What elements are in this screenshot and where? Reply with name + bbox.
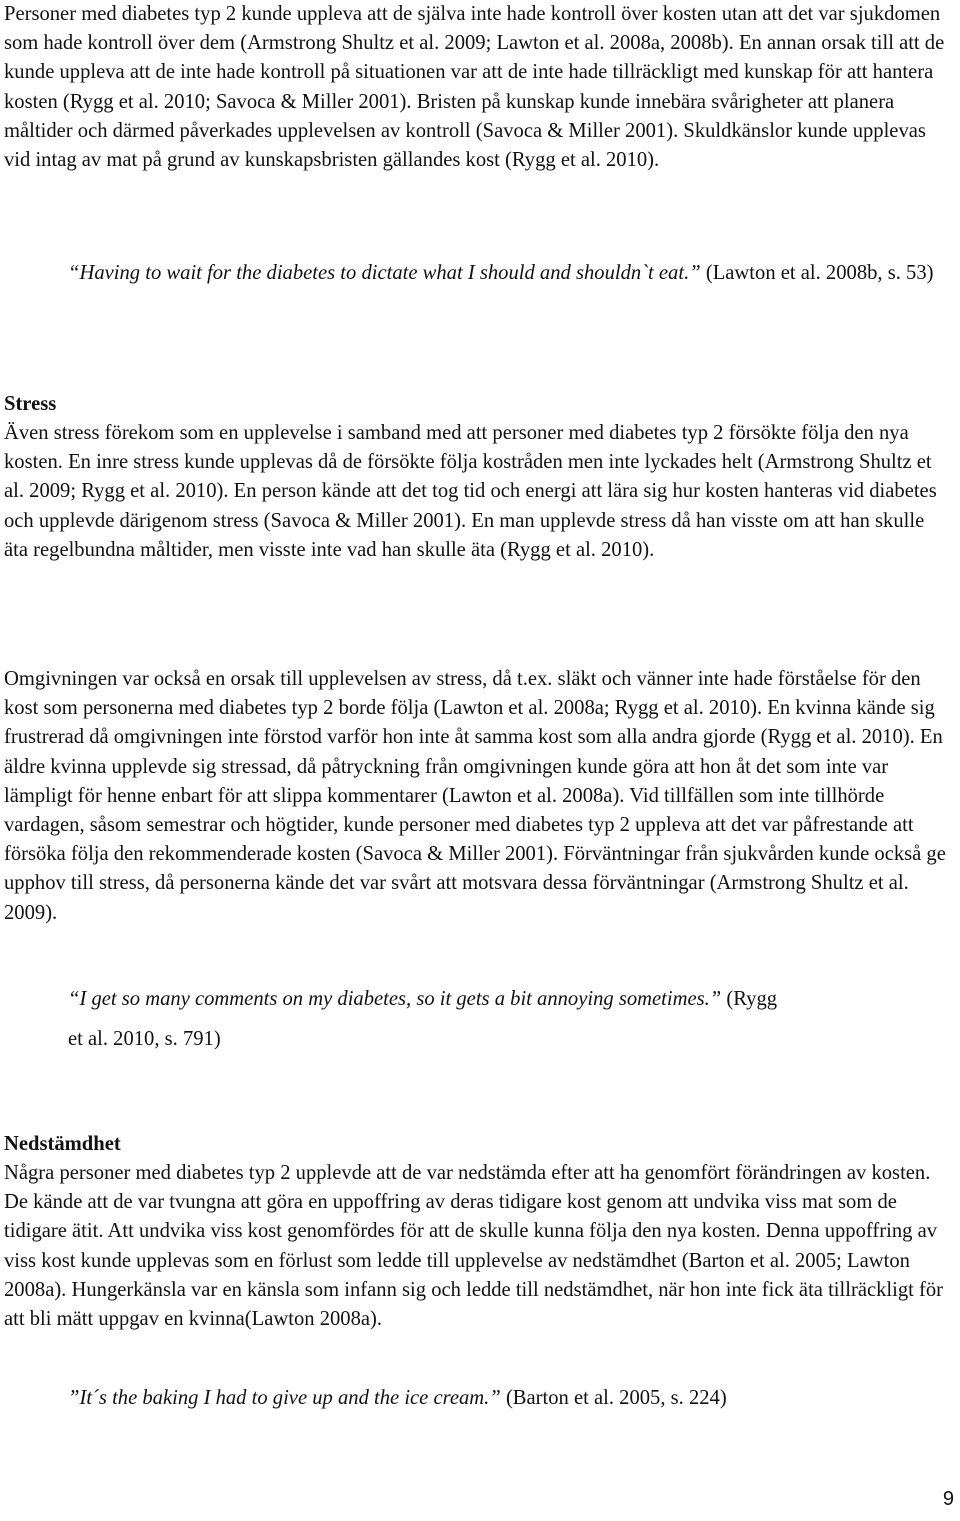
quote-barton: [4, 1384, 952, 1413]
paragraph-control: Personer med diabetes typ 2 kunde uppleva att de själva inte hade kontroll över kosten utan att det var sjukdomen som hade kontroll över dem (Armstrong Shultz et al. 2009; Lawton et al. 2008a, 2008b). En annan orsak till att de kunde uppleva att de inte hade kontroll på situationen var att de inte hade tillräckligt med kunskap för att hantera kosten (Rygg et al. 2010; Savoca & Miller 2001). Bristen på kunskap kunde innebära svårigheter att planera måltider och därmed påverkades upplevelsen av kontroll (Savoca & Miller 2001). Skuldkänslor kunde upplevas vid intag av mat på grund av kunskapsbristen gällandes kost (Rygg et al. 2010).: [4, 3, 945, 172]
quote-barton-ref: (Barton et al. 2005, s. 224): [500, 1387, 727, 1409]
quote-rygg-ref-continued: et al. 2010, s. 791): [68, 1028, 221, 1050]
quote-rygg-text: “I get so many comments on my diabetes, so it gets a bit annoying sometimes.”: [68, 988, 722, 1010]
heading-stress: Stress: [4, 393, 57, 415]
quote-rygg-ref: (Rygg: [721, 988, 778, 1010]
quote-lawton-text: “Having to wait for the diabetes to dictate what I should and shouldn`t eat.”: [68, 262, 701, 284]
quote-rygg: [4, 979, 952, 1059]
paragraph-stress-2: Omgivningen var också en orsak till upplevelsen av stress, då t.ex. släkt och vänner inte hade förståelse för den kost som personerna med diabetes typ 2 borde följa (Lawton et al. 2008a; Rygg et al. 2010). En kvinna kände sig frustrerad då omgivningen inte förstod varför hon inte åt samma kost som alla andra gjorde (Rygg et al. 2010). En äldre kvinna upplevde sig stressad, då påtryckning från omgivningen kunde göra att hon åt det som inte var lämpligt för henne enbart för att slippa kommentarer (Lawton et al. 2008a). Vid tillfällen som inte tillhörde vardagen, såsom semestrar och högtider, kunde personer med diabetes typ 2 uppleva att det var påfrestande att försöka följa den rekommenderade kosten (Savoca & Miller 2001). Förväntningar från sjukvården kunde också ge upphov till stress, då personerna kände det var svårt att motsvara dessa förväntningar (Armstrong Shultz et al. 2009).: [4, 668, 946, 924]
quote-lawton: [4, 259, 952, 288]
heading-nedstamdhet: Nedstämdhet: [4, 1133, 121, 1155]
quote-lawton-ref: (Lawton et al. 2008b, s. 53): [700, 262, 934, 284]
quote-barton-text: ”It´s the baking I had to give up and the ice cream.”: [68, 1387, 501, 1409]
page-number: 9: [942, 1488, 954, 1510]
paragraph-nedstamdhet: Några personer med diabetes typ 2 upplevde att de var nedstämda efter att ha genomfört förändringen av kosten. De kände att de var tvungna att göra en uppoffring av deras tidigare kost genom att undvika viss mat som de tidigare ätit. Att undvika viss kost genomfördes för att de skulle kunna följa den nya kosten. Denna uppoffring av viss kost kunde upplevas som en förlust som ledde till upplevelse av nedstämdhet (Barton et al. 2005; Lawton 2008a). Hungerkänsla var en känsla som infann sig och ledde till nedstämdhet, när hon inte fick äta tillräckligt för att bli mätt uppgav en kvinna(Lawton 2008a).: [4, 1162, 944, 1331]
paragraph-stress-1: Även stress förekom som en upplevelse i samband med att personer med diabetes typ 2 försökte följa den nya kosten. En inre stress kunde upplevas då de försökte följa kostråden men inte lyckades helt (Armstrong Shultz et al. 2009; Rygg et al. 2010). En person kände att det tog tid och energi att lära sig hur kosten hanteras vid diabetes och upplevde därigenom stress (Savoca & Miller 2001). En man upplevde stress då han visste om att han skulle äta regelbundna måltider, men visste inte vad han skulle äta (Rygg et al. 2010).: [4, 422, 937, 561]
